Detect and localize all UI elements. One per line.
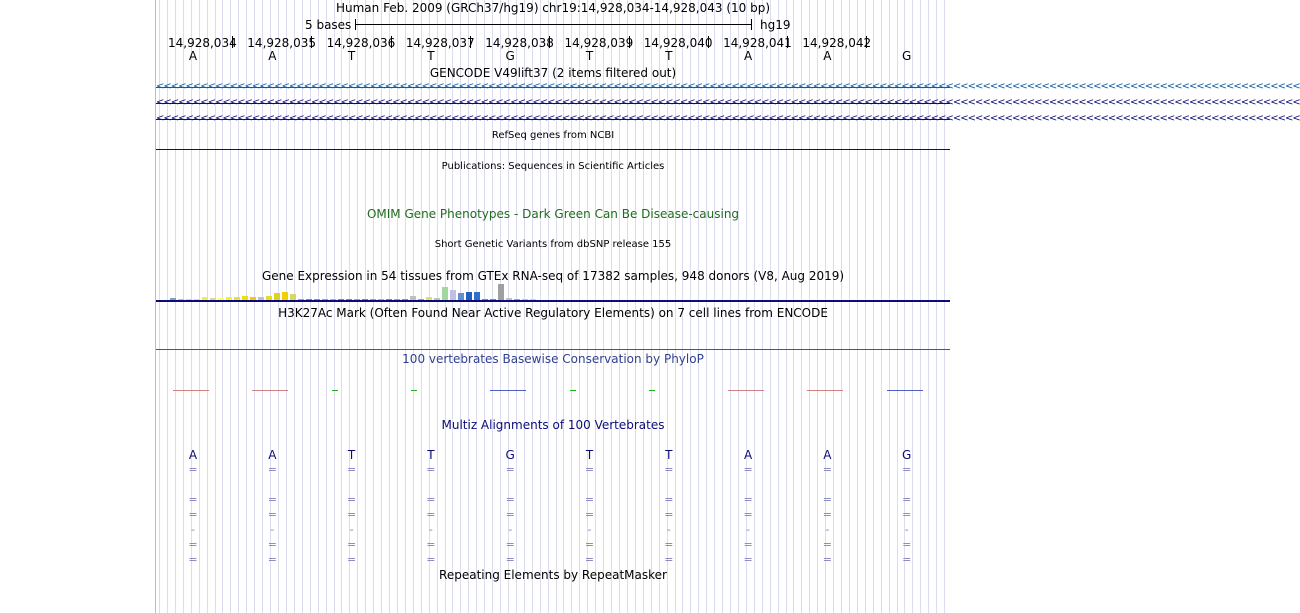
alignment-cell: = [188,553,198,566]
alignment-cell: = [346,508,357,521]
gencode-strand-arrows-3: <<<<<<<<<<<<<<<<<<<<<<<<<<<<<<<<<<<<<<<<<<<<<<<<<<<<<<<<<<<<<<<<<<<<<<<<<<<<<<<<<<<<<<<<<<<<<<<<<<<<<<<<<<<<<<<<<<<<<<<<<<<<<<<<<<<<<<<<<<<<<<<<<<<<<<<<<<< [156,113,1300,124]
phylop-score-segment [807,390,843,391]
gtex-tissue-bar[interactable] [474,292,480,300]
phylop-score-segment [728,390,764,391]
scale-bar-right-tick [751,19,752,30]
alignment-cell: G [505,448,515,462]
alignment-cell: - [587,523,592,536]
gtex-tissue-bar[interactable] [282,292,288,300]
alignment-cell: = [902,553,912,566]
alignment-cell: = [267,538,277,551]
dna-base: A [823,49,832,63]
alignment-cell: = [267,493,277,506]
alignment-cell: = [346,463,357,476]
phylop-score-segment [173,390,209,391]
dna-base: T [347,49,356,63]
phylop-score-segment [570,390,576,391]
phylop-score-segment [252,390,288,391]
alignment-cell: = [426,508,436,521]
alignment-cell: = [505,553,515,566]
multiz-track-title: Multiz Alignments of 100 Vertebrates [441,418,665,432]
phylop-score-segment [411,390,417,391]
alignment-cell: T [585,448,594,462]
alignment-cell: = [664,538,674,551]
gencode-strand-arrows-2: <<<<<<<<<<<<<<<<<<<<<<<<<<<<<<<<<<<<<<<<<<<<<<<<<<<<<<<<<<<<<<<<<<<<<<<<<<<<<<<<<<<<<<<<<<<<<<<<<<<<<<<<<<<<<<<<<<<<<<<<<<<<<<<<<<<<<<<<<<<<<<<<<<<<<<<<<<< [156,97,1300,108]
alignment-cell: = [188,463,198,476]
dna-base: A [743,49,753,63]
scale-bar-left-tick [355,19,356,30]
alignment-cell: - [349,523,354,536]
coordinate-label: 14,928,039 [564,36,634,50]
alignment-cell: = [902,508,912,521]
track-label-panel [0,0,155,613]
dna-base: G [902,49,912,63]
gencode-strand-arrows-1: <<<<<<<<<<<<<<<<<<<<<<<<<<<<<<<<<<<<<<<<<<<<<<<<<<<<<<<<<<<<<<<<<<<<<<<<<<<<<<<<<<<<<<<<<<<<<<<<<<<<<<<<<<<<<<<<<<<<<<<<<<<<<<<<<<<<<<<<<<<<<<<<<<<<<<<<<<< [156,81,1300,92]
alignment-cell: = [664,553,674,566]
alignment-cell: - [270,523,275,536]
alignment-cell: = [743,553,753,566]
gtex-tissue-bar[interactable] [274,293,280,300]
gtex-gene-line [156,300,950,302]
alignment-cell: = [822,463,832,476]
coordinate-label: 14,928,034 [168,36,237,50]
scale-bases-label: 5 bases [305,18,352,32]
alignment-cell: = [267,553,277,566]
alignment-cell: = [505,463,515,476]
gtex-track-title: Gene Expression in 54 tissues from GTEx RNA-seq of 17382 samples, 948 donors (V8, Aug 2019) [261,269,845,283]
coordinate-label: 14,928,042 [802,36,872,50]
dna-base: T [665,49,673,63]
alignment-cell: = [822,538,832,551]
gencode-track-title: GENCODE V49lift37 (2 items filtered out) [429,66,677,80]
alignment-cell: = [822,508,832,521]
alignment-cell: = [902,538,912,551]
phylop-score-segment [332,390,338,391]
gencode-gene-feature-1[interactable] [156,81,1300,92]
alignment-cell: A [743,448,753,462]
alignment-cell: = [584,508,595,521]
alignment-cell: = [743,463,753,476]
alignment-cell: - [904,523,909,536]
dbsnp-track-title: Short Genetic Variants from dbSNP release 155 [434,239,672,250]
alignment-cell: - [428,523,433,536]
alignment-cell: - [825,523,830,536]
alignment-cell: = [584,493,595,506]
coordinate-label: 14,928,040 [643,36,713,50]
alignment-cell: = [822,553,832,566]
phylop-score-segment [649,390,655,391]
alignment-cell: - [191,523,195,536]
alignment-cell: = [664,508,674,521]
alignment-cell: = [664,493,674,506]
window-position-value: Human Feb. 2009 (GRCh37/hg19) chr19:14,928,034-14,928,043 (10 bp) [335,1,770,15]
alignment-cell: = [426,493,436,506]
alignment-cell: - [666,523,671,536]
dna-base: A [268,49,277,63]
dna-base: T [585,49,594,63]
scale-assembly-label: hg19 [760,18,791,32]
coordinate-label: 14,928,037 [405,36,475,50]
alignment-cell: = [584,553,595,566]
alignment-cell: = [584,538,595,551]
alignment-cell: = [505,508,515,521]
dna-base: G [505,49,515,63]
alignment-cell: = [426,463,436,476]
coordinate-label: 14,928,041 [723,36,792,50]
phylop-score-segment [887,390,923,391]
alignment-cell: - [746,523,751,536]
gtex-tissue-bar[interactable] [458,293,464,300]
gtex-tissue-bar[interactable] [498,284,504,300]
scale-bar [355,24,751,25]
alignment-cell: T [347,448,356,462]
alignment-cell: A [268,448,277,462]
alignment-cell: = [188,493,198,506]
alignment-cell: = [822,493,832,506]
alignment-cell: = [346,538,357,551]
gtex-tissue-bar[interactable] [450,290,456,300]
alignment-cell: = [346,553,357,566]
gtex-expression-bars[interactable] [156,282,950,300]
alignment-cell: A [188,448,198,462]
dna-base: T [427,49,435,63]
publications-track-title: Publications: Sequences in Scientific Articles [441,161,665,172]
alignment-cell: = [188,508,198,521]
track-data-panel[interactable] [156,0,1300,613]
alignment-cell: T [665,448,673,462]
alignment-cell: = [188,538,198,551]
alignment-cell: G [902,448,912,462]
alignment-cell: = [902,463,912,476]
dna-base: A [188,49,198,63]
phylop-score-segment [490,390,526,391]
alignment-cell: A [823,448,832,462]
repeatmasker-track-title: Repeating Elements by RepeatMasker [439,568,667,582]
refseq-gene-feature[interactable] [156,149,950,150]
alignment-cell: = [743,508,753,521]
omim-track-title: OMIM Gene Phenotypes - Dark Green Can Be Disease-causing [366,207,740,221]
alignment-cell: = [505,538,515,551]
alignment-cell: = [584,463,595,476]
refseq-track-title: RefSeq genes from NCBI [491,130,615,141]
coordinate-label: 14,928,035 [247,36,317,50]
alignment-cell: = [346,493,357,506]
alignment-cell: - [508,523,513,536]
alignment-cell: T [427,448,435,462]
alignment-cell: = [902,493,912,506]
alignment-cell: = [505,493,515,506]
gencode-gene-feature-2[interactable] [156,97,1300,108]
gencode-gene-feature-3[interactable] [156,113,1300,124]
gtex-tissue-bar[interactable] [466,292,472,300]
alignment-cell: = [267,508,277,521]
coordinate-label: 14,928,038 [485,36,554,50]
coordinate-label: 14,928,036 [326,36,396,50]
alignment-cell: = [664,463,674,476]
h3k27ac-baseline [156,349,950,350]
alignment-cell: = [743,493,753,506]
alignment-cell: = [426,538,436,551]
alignment-cell: = [267,463,277,476]
alignment-cell: = [743,538,753,551]
phylop-track-title: 100 vertebrates Basewise Conservation by PhyloP [402,352,704,366]
alignment-cell: = [426,553,436,566]
gtex-tissue-bar[interactable] [442,287,448,300]
h3k27ac-track-title: H3K27Ac Mark (Often Found Near Active Regulatory Elements) on 7 cell lines from ENCODE [278,306,828,320]
